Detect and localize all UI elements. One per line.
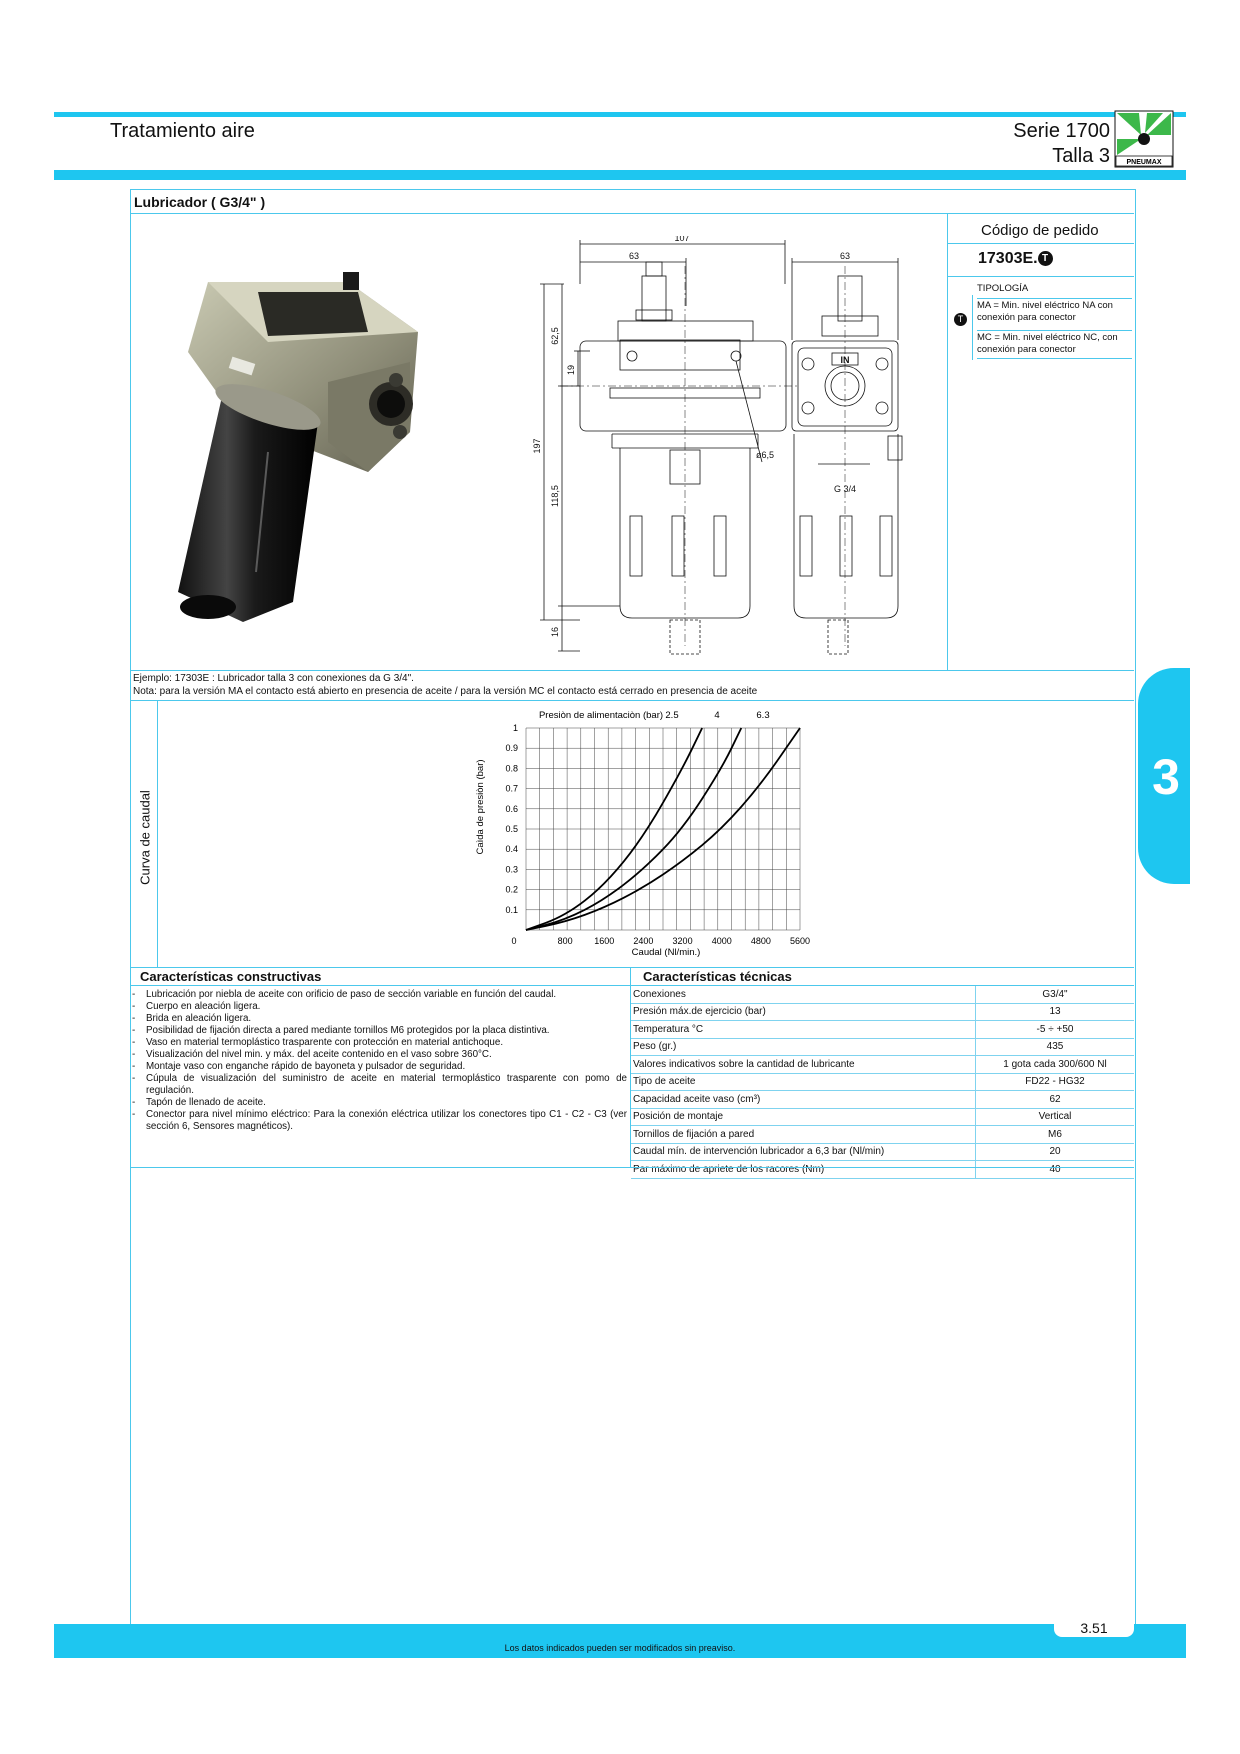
- tech-value: 1 gota cada 300/600 Nl: [976, 1056, 1135, 1074]
- header-bottom-bar: [54, 170, 1186, 180]
- x-tick-label: 2400: [633, 936, 654, 946]
- tipologia-col-line: [972, 295, 973, 360]
- constructive-item: - Lubricación por niebla de aceite con orificio de paso de sección variable en función del caudal.: [131, 989, 627, 1001]
- tech-value: 62: [976, 1091, 1135, 1109]
- tech-value: 435: [976, 1038, 1135, 1056]
- order-code-text: 17303E.: [978, 250, 1038, 267]
- dim-16: 16: [550, 626, 560, 638]
- dim-63-side: 63: [839, 251, 851, 261]
- y-tick-label: 0.1: [505, 904, 518, 915]
- y-tick-label: 0.6: [505, 803, 518, 814]
- constructive-item: - Cúpula de visualización del suministro de aceite en material termoplástico trasparente con pomo de regulación.: [131, 1073, 627, 1097]
- page-number: 3.51: [1054, 1617, 1134, 1637]
- curve-side-divider: [157, 700, 158, 968]
- dim-phi-6-5: ø6,5: [756, 450, 775, 460]
- flow-chart: [440, 704, 840, 966]
- tech-label: Tipo de aceite: [631, 1073, 976, 1091]
- section-title: Tratamiento aire: [110, 120, 255, 142]
- x-tick-label: 1600: [594, 936, 615, 946]
- chart-title: Presiòn de alimentaciòn (bar): [538, 710, 664, 721]
- product-title: Lubricador ( G3/4" ): [134, 194, 266, 210]
- x-tick-label: 0: [511, 936, 517, 946]
- y-tick-label: 1: [512, 723, 518, 733]
- tech-value: 13: [976, 1003, 1135, 1021]
- constructive-item: - Tapón de llenado de aceite.: [131, 1097, 627, 1109]
- tech-value: Vertical: [976, 1108, 1135, 1126]
- tech-label: Par máximo de apriete de los racores (Nm): [631, 1161, 976, 1179]
- order-divider-2: [947, 276, 1134, 277]
- series-label: Serie 1700: [1013, 120, 1110, 142]
- notes-divider-bottom: [130, 700, 1134, 701]
- y-tick-label: 0.9: [505, 743, 518, 754]
- logo-text: PNEUMAX: [1126, 159, 1162, 166]
- label-in: IN: [840, 355, 850, 365]
- constructive-list: [131, 989, 627, 1133]
- tech-row: [631, 1003, 1134, 1021]
- section-tab: [1138, 668, 1190, 884]
- technical-drawing: [500, 236, 930, 656]
- order-code-label: Código de pedido: [981, 222, 1099, 239]
- y-tick-label: 0.3: [505, 864, 518, 875]
- y-tick-label: 0.7: [505, 783, 518, 794]
- series-label: 6.3: [756, 710, 770, 721]
- tipologia-option-ma: MA = Min. nivel eléctrico NA con conexión para conector: [977, 298, 1132, 324]
- tech-value: FD22 - HG32: [976, 1073, 1135, 1091]
- technical-table: [631, 986, 1134, 1179]
- constructive-item: - Posibilidad de fijación directa a pared mediante tornillos M6 protegidos por la placa distintiva.: [131, 1025, 627, 1037]
- tech-row: [631, 1021, 1134, 1039]
- tech-row: [631, 1143, 1134, 1161]
- tech-row: [631, 1126, 1134, 1144]
- dim-63-front: 63: [628, 251, 640, 261]
- tech-row: [631, 1038, 1134, 1056]
- x-tick-label: 4000: [711, 936, 732, 946]
- y-tick-label: 0.2: [505, 884, 518, 895]
- header-top-bar: [54, 112, 1186, 117]
- x-tick-label: 4800: [750, 936, 771, 946]
- tech-row: [631, 1091, 1134, 1109]
- example-note: Ejemplo: 17303E : Lubricador talla 3 con conexiones da G 3/4".: [133, 673, 414, 684]
- constructive-item: - Visualización del nivel min. y máx. del aceite contenido en el vaso sobre 360°C.: [131, 1049, 627, 1061]
- footer-disclaimer: Los datos indicados pueden ser modificados sin preaviso.: [504, 1643, 736, 1653]
- technical-heading: Características técnicas: [643, 969, 792, 984]
- section-tab-number: 3: [1152, 749, 1180, 805]
- constructive-item: - Vaso en material termoplástico trasparente con protección en material antichoque.: [131, 1037, 627, 1049]
- tech-value: 20: [976, 1143, 1135, 1161]
- tech-label: Capacidad aceite vaso (cm³): [631, 1091, 976, 1109]
- order-panel: [947, 213, 948, 671]
- tech-label: Valores indicativos sobre la cantidad de lubricante: [631, 1056, 976, 1074]
- product-photo: [148, 272, 448, 632]
- tipologia-badge: T: [954, 313, 967, 326]
- tech-value: M6: [976, 1126, 1135, 1144]
- constructive-item: - Cuerpo en aleación ligera.: [131, 1001, 627, 1013]
- tech-row: [631, 1073, 1134, 1091]
- y-tick-label: 0.5: [505, 824, 518, 834]
- constructive-heading: Características constructivas: [140, 969, 322, 984]
- curve-side-label: Curva de caudal: [137, 790, 153, 885]
- sections-divider-top: [130, 967, 1134, 968]
- tech-row: [631, 1161, 1134, 1179]
- constructive-item: - Montaje vaso con enganche rápido de bayoneta y pulsador de seguridad.: [131, 1061, 627, 1073]
- dim-19: 19: [566, 364, 576, 376]
- notes-divider-top: [130, 670, 1134, 671]
- tipologia-label: TIPOLOGÍA: [977, 283, 1029, 294]
- sections-divider-bottom: [130, 1167, 1134, 1168]
- dim-118-5: 118,5: [550, 485, 560, 507]
- tech-value: G3/4": [976, 986, 1135, 1003]
- tech-row: [631, 1108, 1134, 1126]
- dim-62-5: 62,5: [550, 327, 560, 345]
- order-divider-1: [947, 243, 1134, 244]
- x-tick-label: 3200: [672, 936, 693, 946]
- tech-label: Tornillos de fijación a pared: [631, 1126, 976, 1144]
- constructive-item: - Brida en aleación ligera.: [131, 1013, 627, 1025]
- constructive-item: - Conector para nivel mínimo eléctrico: Para la conexión eléctrica utilizar los conectores tipo C1 - C2 - C3 (ver sección 6, Sensores magnéticos).: [131, 1109, 627, 1133]
- chart-xlabel: Caudal (Nl/min.): [631, 947, 701, 958]
- version-note: Nota: para la versión MA el contacto está abierto en presencia de aceite / para la versión MC el contacto está cerrado en presencia de aceite: [133, 686, 758, 697]
- tech-row: [631, 986, 1134, 1003]
- y-tick-label: 0.4: [505, 844, 518, 855]
- tech-label: Temperatura °C: [631, 1021, 976, 1039]
- tipologia-option-mc: MC = Min. nivel eléctrico NC, con conexión para conector: [977, 330, 1132, 359]
- x-tick-label: 800: [557, 936, 573, 946]
- size-label: Talla 3: [1052, 145, 1110, 167]
- tech-value: -5 ÷ +50: [976, 1021, 1135, 1039]
- tech-label: Peso (gr.): [631, 1038, 976, 1056]
- x-tick-label: 5600: [789, 936, 811, 946]
- tech-label: Caudal mín. de intervención lubricador a 6,3 bar (Nl/min): [631, 1143, 976, 1161]
- y-tick-label: 0.8: [505, 763, 518, 774]
- chart-ylabel: Caìda de presiòn (bar): [475, 759, 486, 855]
- tech-value: 40: [976, 1161, 1135, 1179]
- series-label: 2.5: [665, 710, 679, 721]
- dim-107: 107: [674, 236, 690, 243]
- dim-197: 197: [532, 438, 542, 454]
- order-code-badge: T: [1038, 251, 1053, 266]
- tech-label: Conexiones: [631, 986, 976, 1003]
- tech-row: [631, 1056, 1134, 1074]
- title-divider: [130, 213, 1134, 214]
- pneumax-logo: [1113, 109, 1175, 169]
- order-code: [978, 250, 1053, 268]
- dim-g34: G 3/4: [833, 484, 857, 494]
- tech-label: Posición de montaje: [631, 1108, 976, 1126]
- tech-label: Presión máx.de ejercicio (bar): [631, 1003, 976, 1021]
- series-label: 4: [714, 710, 720, 721]
